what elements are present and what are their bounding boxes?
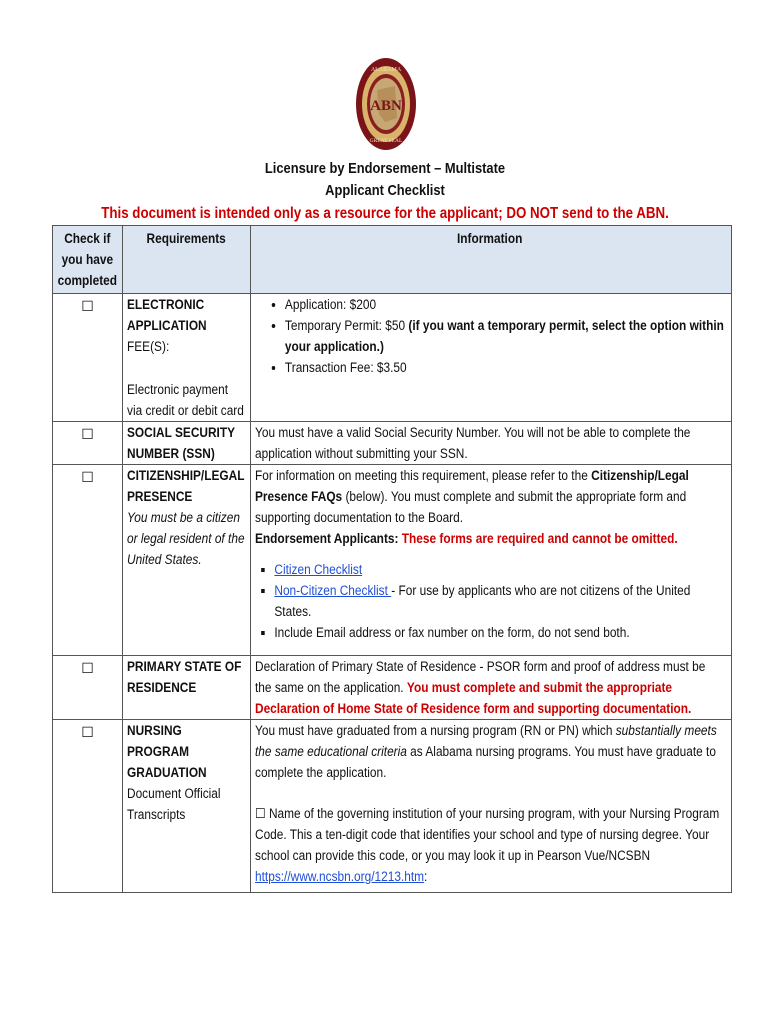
req-ssn-title: SOCIAL SECURITY NUMBER (SSN): [127, 425, 235, 461]
req-citizenship-title: CITIZENSHIP/LEGAL PRESENCE: [127, 468, 245, 504]
seal-center-text: ABN: [370, 98, 402, 114]
list-item: [274, 559, 724, 580]
abn-seal-logo: [355, 56, 417, 152]
list-item: • Application: $200: [285, 294, 724, 315]
list-item: • Transaction Fee: $3.50: [285, 357, 724, 378]
header-information: Information: [457, 231, 523, 246]
info-ssn: You must have a valid Social Security Number. You will not be able to complete the application without submitting your SSN.: [255, 425, 691, 461]
table-row: [53, 422, 732, 465]
req-nursing-title: NURSING PROGRAM GRADUATION: [127, 723, 207, 780]
header-requirements: Requirements: [146, 231, 226, 246]
checkbox-application[interactable]: ☐: [81, 298, 94, 314]
table-row: ☐ CITIZENSHIP/LEGAL PRESENCE You must be a citizen or legal resident of the United States. For information on meeting this requirement, please refer to the Citizenship/Legal Presence FAQs (below). You must complete and submit the appropriate form and supporting documentation to the Board. Endorsement Applicants: These forms are required and cannot be omitted. ▪ Citizen Checklist ▪ Non-Citizen Checklist - For use by applicants who are not citizens of the United States. ▪ Include Email address or fax number on the form, do not send both.: [53, 465, 732, 656]
header-row: [53, 226, 732, 294]
header-check: Check if you have completed: [57, 231, 118, 288]
req-residence-title: PRIMARY STATE OF RESIDENCE: [127, 659, 242, 695]
endorsement-warning: These forms are required and cannot be omitted.: [401, 531, 678, 546]
residence-warning: You must complete and submit the appropriate Declaration of Home State of Residence form and supporting documentation.: [255, 680, 692, 716]
req-application-fee: FEE(S):: [127, 339, 170, 354]
ncsbn-link[interactable]: https://www.ncsbn.org/1213.htm: [255, 869, 425, 884]
checkbox-nursing[interactable]: ☐: [81, 724, 94, 740]
table-row: ☐ PRIMARY STATE OF RESIDENCE Declaration of Primary State of Residence - PSOR form and proof of address must be the same on the application. You must complete and submit the appropriate Declaration of Home State of Residence form and supporting documentation.: [53, 656, 732, 720]
checkbox-ssn[interactable]: ☐: [81, 426, 94, 442]
checkbox-citizenship[interactable]: ☐: [81, 469, 94, 485]
seal-top-text: ALABAMA: [370, 67, 402, 73]
req-citizenship-note: You must be a citizen or legal resident of the United States.: [127, 510, 245, 567]
non-citizen-checklist-link[interactable]: Non-Citizen Checklist: [274, 583, 392, 598]
req-application-note: Electronic payment via credit or debit card: [127, 382, 244, 418]
endorsement-label: Endorsement Applicants:: [255, 531, 402, 546]
table-row: [53, 294, 732, 422]
checkbox-residence[interactable]: ☐: [81, 660, 94, 676]
checklist-table: [52, 225, 732, 893]
req-application-title: ELECTRONIC APPLICATION: [127, 297, 207, 333]
list-item: • Temporary Permit: $50 (if you want a temporary permit, select the option within your application.): [285, 315, 724, 357]
document-subtitle: Applicant Checklist: [325, 182, 445, 199]
list-item: ▪ Non-Citizen Checklist - For use by applicants who are not citizens of the United States.: [274, 580, 724, 622]
list-item: ▪ Include Email address or fax number on the form, do not send both.: [274, 622, 724, 643]
warning-notice: This document is intended only as a resource for the applicant; DO NOT send to the ABN.: [101, 205, 669, 222]
req-nursing-note: Document Official Transcripts: [127, 786, 221, 822]
citizenship-faq-ref: Citizenship/Legal Presence FAQs: [255, 468, 689, 504]
seal-bottom-text: GREAT SEAL: [369, 138, 403, 144]
document-title: Licensure by Endorsement – Multistate: [264, 160, 506, 177]
citizen-checklist-link[interactable]: Citizen Checklist: [274, 562, 363, 577]
table-row: ☐ NURSING PROGRAM GRADUATION Document Official Transcripts You must have graduated from a nursing program (RN or PN) which substantially meets the same educational criteria as Alabama nursing programs. You must have graduate to complete the application. ☐ Name of the governing institution of your nursing program, with your Nursing Program Code. This a ten-digit code that identifies your school and type of nursing degree. Your school can provide this code, or you may look it up in Pearson Vue/NCSBN https://www.ncsbn.org/1213.htm:: [53, 720, 732, 893]
